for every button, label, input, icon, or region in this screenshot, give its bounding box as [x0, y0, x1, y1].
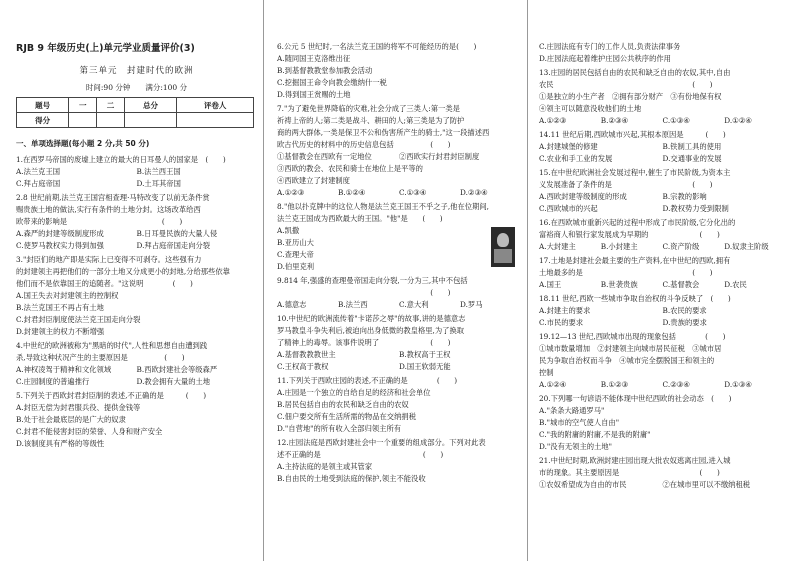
score-cell: 题号	[17, 98, 69, 113]
option	[539, 91, 786, 103]
question-stem: 5.下列关于西欧封君封臣制的表述,不正确的是 ( )	[16, 391, 207, 400]
question-stem: 20.下列哪一句谚语不能体现中世纪西欧的社会动态 ( )	[539, 394, 732, 403]
option: C.佃户要交所有生活所需的物品在交纳捐税	[277, 412, 416, 421]
question-3	[16, 254, 257, 338]
option	[539, 343, 786, 355]
option: C.使罗马教权实力得到加强	[16, 241, 104, 250]
option: D.教权势力受到限制	[662, 204, 729, 213]
score-table	[16, 97, 254, 128]
option: ②拥有部分财产	[611, 92, 664, 101]
question-12-continued	[539, 41, 786, 65]
option: D.①③④	[724, 380, 752, 389]
question-19	[539, 331, 786, 391]
option: A.国王失去对封建领主的控制权	[16, 291, 119, 300]
option: D.土耳其帝国	[136, 179, 181, 188]
option: A.神权凌驾于精神和文化领域	[16, 365, 112, 374]
question-stem: 9.814 年,强盛的查理曼帝国走向分裂,一分为三,其中不包括	[277, 276, 468, 285]
option: B.法兰西王国	[136, 167, 181, 176]
score-cell	[124, 113, 176, 128]
option: A.庄园是一个独立的自给自足的经济和社会单位	[277, 388, 431, 397]
question-stem: 商的两大群体,一类是保卫不公和伪害所产生的骑士,"这一段描述西	[277, 128, 490, 137]
option: D.庄园法庭起着维护庄园公共秩序的作用	[539, 54, 671, 63]
option: B.教权高于王权	[399, 350, 451, 359]
option: ②在城市里可以不缴纳租税	[662, 480, 751, 489]
option: A.封臣无偿为封君服兵役、提供金钱等	[16, 403, 141, 412]
option: B.处于社会最底层的是广大的奴隶	[16, 415, 126, 424]
question-12	[277, 437, 521, 485]
option: B.日耳曼民族的大量人侵	[136, 229, 218, 238]
question-stem: 13.庄园的居民包括自由的农民和缺乏自由的农奴,其中,自由	[539, 68, 731, 77]
option: D."没有无领主的土地"	[539, 442, 612, 451]
question-stem: 义发展准备了条件的是 ( )	[539, 180, 713, 189]
question-stem: 19.12—13 世纪,西欧城市出现的现象包括 ( )	[539, 332, 726, 341]
question-stem: 10.中世纪的欧洲流传着"卡诺莎之辱"的故事,讲的是德意志	[277, 314, 466, 323]
option: ④城市完全摆脱国王和领主的	[619, 356, 715, 365]
option: C.资产阶级	[662, 242, 700, 251]
option: D.国王软弱无能	[399, 362, 451, 371]
score-cell	[97, 113, 125, 128]
option: A.法兰克王国	[16, 167, 61, 176]
option: C.王权高于教权	[277, 362, 329, 371]
question-stem: 4.中世纪的欧洲被称为"黑暗的时代",人性和思想自由遭到践	[16, 341, 208, 350]
question-stem: 6.公元 5 世纪时,一名法兰克王国的将军不可能经历的是( )	[277, 42, 477, 51]
option: ④领主可以随意没收他们的土地	[539, 104, 642, 113]
score-cell: 一	[69, 98, 97, 113]
question-stem: 欧带来的影响是 ( )	[16, 217, 183, 226]
option: C.查理大帝	[277, 250, 314, 259]
option: B.西欧封建社会等级森严	[136, 365, 218, 374]
option: C.意大利	[399, 300, 429, 309]
option: D.奴隶主阶级	[724, 242, 769, 251]
question-stem: 3."封臣们的地产即是实际上已变得不可剥夺。这些强有力	[16, 255, 202, 264]
option: D.①②④	[724, 116, 752, 125]
option: 控制	[539, 368, 554, 377]
question-stem: 富裕商人和银行家发展成为早期的 ( )	[539, 230, 720, 239]
option: D.②③④	[460, 188, 488, 197]
option: C.西欧城市的兴起	[539, 204, 598, 213]
option: B.到基督教教堂参加教会活动	[277, 66, 373, 75]
question-stem: 12.庄园法庭是西欧封建社会中一个重要的组成部分。下列对此表	[277, 438, 486, 447]
option: A.①②③	[539, 116, 567, 125]
question-stem: 16.在西欧城市重新兴起的过程中形成了市民阶级,它分化出的	[539, 218, 736, 227]
option: 民为争取自治权而斗争	[539, 356, 612, 365]
question-1	[16, 154, 257, 190]
question-stem: 18.11 世纪,西欧一些城市争取自治权的斗争反映了 ( )	[539, 294, 731, 303]
question-stem: 11.下列关于西欧庄园的表述,不正确的是 ( )	[277, 376, 458, 385]
option: B.法兰西	[338, 300, 368, 309]
option: B.小封建主	[600, 242, 638, 251]
question-21	[539, 455, 786, 491]
question-stem: 了精神上的毒辱。该事件说明了 ( )	[277, 338, 451, 347]
option: B.宗教的影响	[662, 192, 707, 201]
score-cell: 评卷人	[177, 98, 254, 113]
option: B.亚历山大	[277, 238, 314, 247]
question-stem: 8."他以扑克牌中的这位人物是法兰克王国王不乎之子,他在位期间,	[277, 202, 489, 211]
question-13	[539, 67, 786, 127]
option: ①是独立的小生产者	[539, 92, 605, 101]
option: A.德意志	[277, 300, 307, 309]
question-16	[539, 217, 786, 253]
option: D.该制度具有严格的等级性	[16, 439, 105, 448]
option: ②西欧实行封君封臣制度	[399, 152, 480, 161]
option: C.②③④	[662, 380, 690, 389]
question-stem: 21.中世纪时期,欧洲封建庄园出现大批农奴逃离庄园,进入城	[539, 456, 731, 465]
option: C.封君不能侵害封臣的荣誉、人身和财产安全	[16, 427, 163, 436]
option: A.①②④	[539, 380, 567, 389]
option: A.随同国王克洛维出征	[277, 54, 351, 63]
question-stem: 法兰克王国成为西欧最大的王国。"他"是 ( )	[277, 214, 443, 223]
question-stem: 市的现象。其主要原因是 ( )	[539, 468, 720, 477]
score-cell: 二	[97, 98, 125, 113]
option: C.封君封臣制度使法兰克王国走向分裂	[16, 315, 141, 324]
option: D.封建领主的权力不断增强	[16, 327, 105, 336]
option: ③西欧的教会、农民和骑士在地位上是平等的	[277, 164, 423, 173]
question-stem: 2.8 世纪前期,法兰克王国宫相查理·马特改变了以前无条件赏	[16, 193, 210, 202]
question-14	[539, 129, 786, 165]
option	[539, 355, 786, 367]
option: ①城市数量增加	[539, 344, 591, 353]
question-11	[277, 375, 521, 435]
score-table-row	[17, 98, 254, 113]
question-20	[539, 393, 786, 453]
question-stem: 欧古代历史的材料中的历史信息包括 ( )	[277, 140, 451, 149]
column-right	[528, 0, 794, 561]
option: A."条条大路通罗马"	[539, 406, 605, 415]
option: B.法兰克国王不再占有土地	[16, 303, 104, 312]
score-cell: 得分	[17, 113, 69, 128]
option: ③有份地保有权	[670, 92, 722, 101]
question-15	[539, 167, 786, 215]
option: D.农民	[724, 280, 747, 289]
question-stem: 1.在西罗马帝国的废墟上建立的最大的日耳曼人的国家是 ( )	[16, 155, 226, 164]
column-middle	[264, 0, 528, 561]
option: C.拜占庭帝国	[16, 179, 61, 188]
score-cell	[69, 113, 97, 128]
question-stem: 7."为了避免世界降临的灾难,社会分成了三类人:第一类是	[277, 104, 460, 113]
option: A.封建主的要求	[539, 306, 591, 315]
question-stem: 土地最多的是 ( )	[539, 268, 713, 277]
question-8	[277, 201, 521, 273]
option: A.森严的封建等级制度形成	[16, 229, 104, 238]
option: A.主持法庭的是领主或其管家	[277, 462, 373, 471]
question-7	[277, 103, 521, 199]
question-6	[277, 41, 521, 101]
question-10	[277, 313, 521, 373]
option: ①农奴希望成为自由的市民	[539, 480, 627, 489]
option: D.罗马	[460, 300, 483, 309]
question-stem: 14.11 世纪后期,西欧城市兴起,其根本原因是 ( )	[539, 130, 726, 139]
score-table-row	[17, 113, 254, 128]
question-17	[539, 255, 786, 291]
option: D.得到国王赏赐的土地	[277, 90, 351, 99]
question-stem: 祈祷上帝的人;第二类是战斗、耕田的人;第三类是为了防护	[277, 116, 465, 125]
question-stem: 罗马教皇斗争失利后,被迫向出身低微的教皇格里,为了换取	[277, 326, 465, 335]
option: A.①②③	[277, 188, 305, 197]
score-cell: 总分	[124, 98, 176, 113]
column-left	[0, 0, 264, 561]
score-cell	[177, 113, 254, 128]
option: C.①③④	[662, 116, 690, 125]
option: A.国王	[539, 280, 562, 289]
option: B.①②④	[338, 188, 366, 197]
option: A.西欧封建等级制度的形成	[539, 192, 627, 201]
option: C."我的附庸的附庸,不是我的附庸"	[539, 430, 651, 439]
option: D.拜占庭帝国走向分裂	[136, 241, 211, 250]
question-stem: 15.在中世纪欧洲社会发展过程中,催生了市民阶级,为资本主	[539, 168, 731, 177]
option: B.世袭贵族	[600, 280, 638, 289]
question-stem: 杀,导致这种状况产生的主要原因是 ( )	[16, 353, 185, 362]
option: C.挖掘国王命令向教会缴纳什一税	[277, 78, 387, 87]
option: C.①③④	[399, 188, 427, 197]
option: D."自营地"的所有收入全部归领主所有	[277, 424, 402, 433]
question-2	[16, 192, 257, 252]
question-stem: ( )	[277, 288, 451, 297]
option: D.伯里克利	[277, 262, 315, 271]
question-5	[16, 390, 257, 450]
option: C.庄园制度的普遍推行	[16, 377, 90, 386]
question-stem: 农民 ( )	[539, 80, 713, 89]
option: A.凯撒	[277, 226, 300, 235]
question-stem: 的封建领主再把他们的一部分土地又分成更小的封地,分给那些依靠	[16, 267, 230, 276]
option: B.自由民的土地受到法庭的保护,领主不能没收	[277, 474, 426, 483]
option: D.贵族的要求	[662, 318, 707, 327]
question-9	[277, 275, 521, 311]
option: B.②③④	[600, 116, 629, 125]
option: A.封建城堡的修建	[539, 142, 598, 151]
option: B."城市的空气使人自由"	[539, 418, 620, 427]
option: C.庄园法庭有专门的工作人员,负责法律事务	[539, 42, 681, 51]
option: A.大封建主	[539, 242, 576, 251]
playing-card-image	[491, 227, 515, 267]
option: ①基督教会在西欧有一定地位	[277, 152, 372, 161]
question-stem: 他们而不是依靠国王的追随者。"这说明 ( )	[16, 279, 193, 288]
option: ②封建领主向城市居民征税	[597, 344, 685, 353]
option: A.基督教教教世主	[277, 350, 336, 359]
option: C.农业和手工业的发展	[539, 154, 613, 163]
option: C.市民的要求	[539, 318, 584, 327]
option: C.基督教会	[662, 280, 700, 289]
option: D.教会拥有大量的土地	[136, 377, 211, 386]
question-18	[539, 293, 786, 329]
question-stem: 赐贵族土地的做法,实行有条件的土地分封。这场改革给西	[16, 205, 201, 214]
question-stem: 述不正确的是 ( )	[277, 450, 444, 459]
question-4	[16, 340, 257, 388]
option: D.交通事业的发展	[662, 154, 722, 163]
option: B.①②③	[600, 380, 629, 389]
unit-heading: 第三单元 封建时代的欧洲	[79, 66, 194, 76]
exam-meta: 时间:90 分钟 满分:100 分	[85, 83, 188, 92]
question-stem: 17.土地是封建社会最主要的生产资料,在中世纪的西欧,拥有	[539, 256, 731, 265]
page-title: RJB 9 年级历史(上)单元学业质量评价(3)	[16, 43, 195, 54]
option: ③城市居	[692, 344, 722, 353]
option: B.铁制工具的使用	[662, 142, 722, 151]
option: ④西欧建立了封建制度	[277, 176, 350, 185]
option: B.居民包括自由的农民和缺乏自由的农奴	[277, 400, 409, 409]
section-heading: 一、单项选择题(每小题 2 分,共 50 分)	[16, 139, 150, 148]
option: B.农民的要求	[662, 306, 707, 315]
